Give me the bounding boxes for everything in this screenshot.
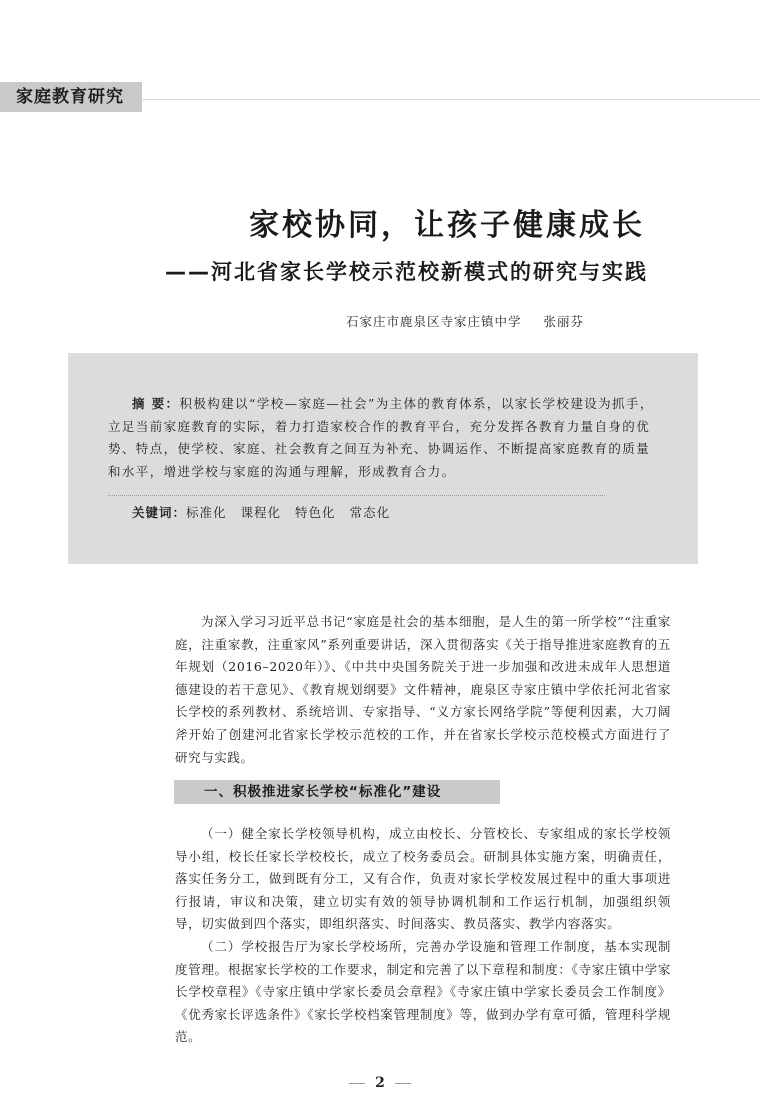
page-number: 2 bbox=[375, 1075, 385, 1091]
keyword: 标准化 bbox=[186, 505, 227, 520]
keyword: 特色化 bbox=[295, 505, 336, 520]
page-footer bbox=[0, 1075, 760, 1091]
body-paragraph-1: （一）健全家长学校领导机构，成立由校长、分管校长、专家组成的家长学校领导小组，校长任家长学校校长，成立了校务委员会。研制具体实施方案，明确责任，落实任务分工，做到既有分工，又有合作，负责对家长学校发展过程中的重大事项进行报请，审议和决策，建立切实有效的领导协调机制和工作运行机制，加强组织领导，切实做到四个落实，即组织落实、时间落实、教员落实、教学内容落实。 bbox=[175, 826, 671, 932]
intro-paragraph: 为深入学习习近平总书记“家庭是社会的基本细胞，是人生的第一所学校”“注重家庭，注重家教，注重家风”系列重要讲话，深入贯彻落实《关于指导推进家庭教育的五年规划（2016–2020年）》、《中共中央国务院关于进一步加强和改进未成年人思想道德建设的若干意见》、《教育规划纲要》文件精神，鹿泉区寺家庄镇中学依托河北省家长学校的系列教材、系统培训、专家指导、“义方家长网络学院”等便利因素，大刀阔斧开始了创建河北省家长学校示范校的工作，并在省家长学校示范校模式方面进行了研究与实践。 bbox=[175, 614, 671, 765]
keyword: 课程化 bbox=[240, 505, 282, 520]
abstract-label: 摘 要： bbox=[132, 396, 180, 411]
abstract-text bbox=[108, 393, 660, 483]
keywords-label: 关键词： bbox=[132, 505, 187, 520]
keywords bbox=[132, 503, 404, 521]
section-label: 家庭教育研究 bbox=[0, 82, 142, 112]
abstract-box bbox=[68, 353, 698, 564]
footer-dash bbox=[395, 1083, 411, 1084]
author-name: 张丽芬 bbox=[543, 314, 584, 329]
section-heading: 一、积极推进家长学校“标准化”建设 bbox=[174, 780, 500, 804]
header-rule bbox=[142, 99, 760, 100]
byline bbox=[0, 312, 584, 330]
footer-dash bbox=[349, 1083, 365, 1084]
article-subtitle: ——河北省家长学校示范校新模式的研究与实践 bbox=[165, 260, 648, 284]
article-title: 家校协同，让孩子健康成长 bbox=[249, 208, 645, 243]
author-affiliation: 石家庄市鹿泉区寺家庄镇中学 bbox=[345, 314, 522, 329]
section-body bbox=[175, 823, 671, 1049]
keyword: 常态化 bbox=[349, 505, 391, 520]
body-paragraph-2: （二）学校报告厅为家长学校场所，完善办学设施和管理工作制度，基本实现制度管理。根据家长学校的工作要求，制定和完善了以下章程和制度：《寺家庄镇中学家长学校章程》《寺家庄镇中学家长委员会章程》《寺家庄镇中学家长委员会工作制度》《优秀家长评选条件》《家长学校档案管理制度》等，做到办学有章可循，管理科学规范。 bbox=[175, 938, 671, 1045]
abstract-divider bbox=[108, 495, 605, 496]
abstract-body: 积极构建以“学校—家庭—社会”为主体的教育体系，以家长学校建设为抓手，立足当前家庭教育的实际，着力打造家校合作的教育平台，充分发挥各教育力量自身的优势、特点，使学校、家庭、社会教育之间互为补充、协调运作、不断提高家庭教育的质量和水平，增进学校与家庭的沟通与理解，形成教育合力。 bbox=[108, 396, 654, 479]
